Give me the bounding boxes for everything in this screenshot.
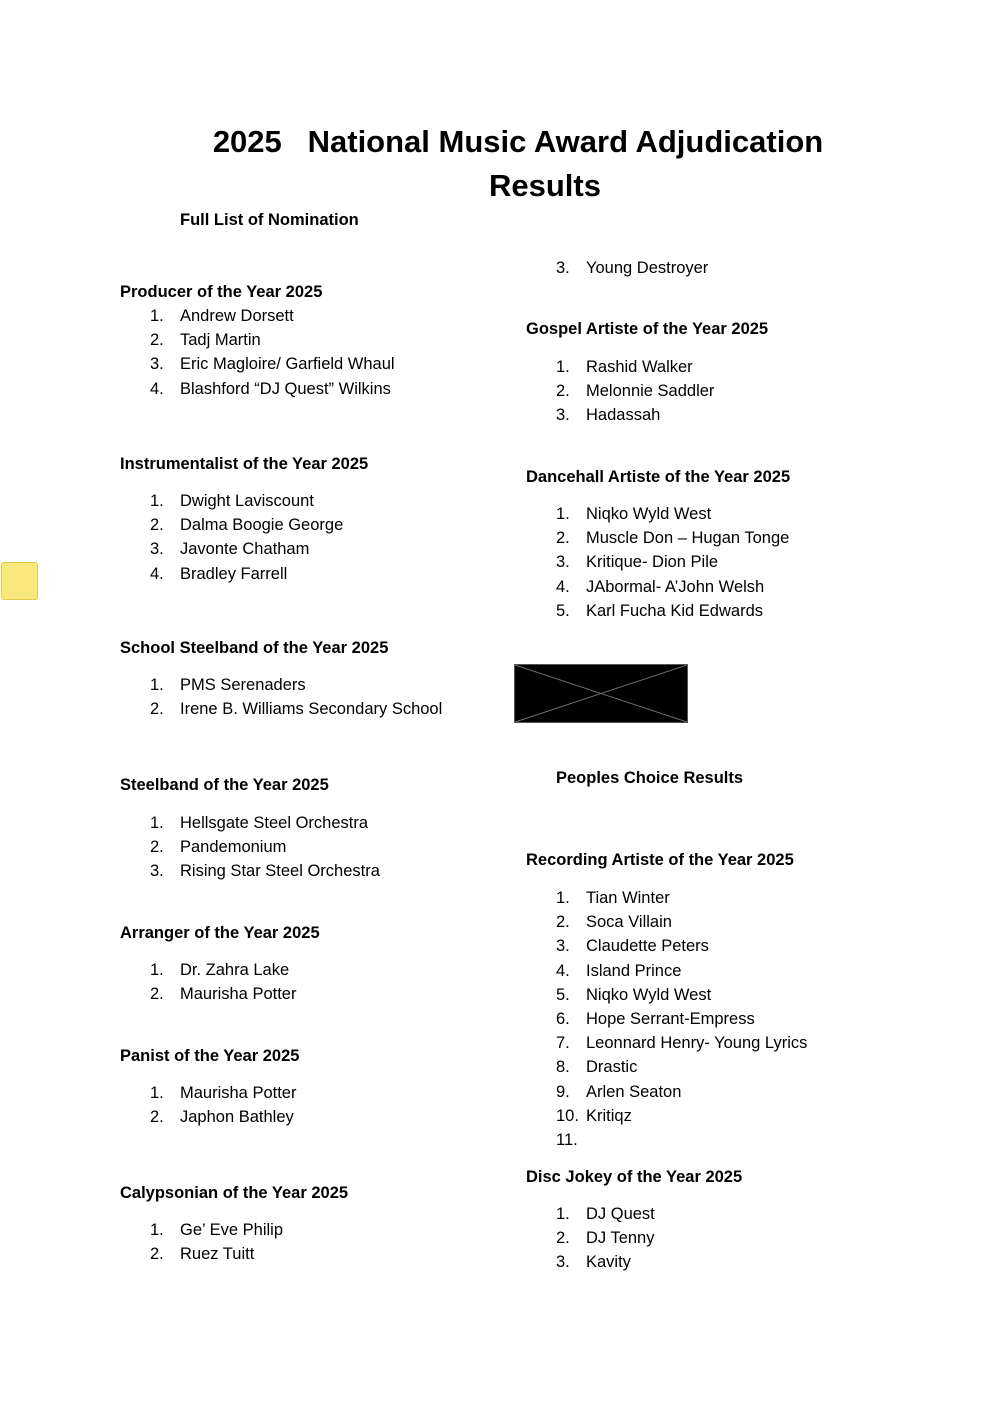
nominee-name: Eric Magloire/ Garfield Whaul: [180, 355, 395, 374]
section-recording-artiste: [526, 849, 808, 1150]
list-number: 1.: [150, 676, 164, 694]
list-item: [526, 1007, 807, 1031]
section-heading: Gospel Artiste of the Year 2025: [526, 320, 769, 338]
section-heading: Dancehall Artiste of the Year 2025: [526, 468, 791, 486]
list-item: [120, 982, 320, 1006]
nominee-list: [120, 673, 442, 721]
list-item: [526, 1250, 742, 1274]
nominee-name: Rising Star Steel Orchestra: [180, 862, 380, 881]
list-item: [526, 379, 768, 403]
list-item: [526, 355, 768, 379]
nominee-name: Kritique- Dion Pile: [586, 553, 719, 572]
missing-image-placeholder: [514, 664, 688, 723]
page-title-line-2: Results: [489, 168, 601, 203]
sticky-note-icon[interactable]: [1, 562, 38, 600]
list-item: [526, 403, 768, 427]
nominee-name: Ruez Tuitt: [180, 1245, 255, 1264]
list-number: 3.: [556, 406, 570, 425]
subtitle: Full List of Nomination: [180, 211, 359, 229]
nominee-name: Rashid Walker: [586, 358, 693, 376]
list-number: 1.: [556, 1205, 570, 1223]
list-item: [120, 304, 395, 328]
nominee-name: Niqko Wyld West: [586, 505, 712, 523]
list-item: [120, 859, 380, 883]
section-heading: Steelband of the Year 2025: [120, 776, 329, 794]
list-item: [120, 697, 442, 721]
nominee-list: [526, 886, 808, 1150]
list-item: [120, 1218, 348, 1242]
nominee-name: Hellsgate Steel Orchestra: [180, 814, 369, 832]
list-item: [120, 1081, 299, 1105]
nominee-name: Niqko Wyld West: [586, 985, 712, 1004]
nominee-name: Irene B. Williams Secondary School: [180, 700, 443, 719]
list-number: 9.: [556, 1082, 570, 1101]
section-dancehall: [526, 466, 790, 623]
list-item: [526, 983, 807, 1007]
section-calypsonian: [120, 1182, 348, 1266]
list-number: 10.: [556, 1106, 579, 1125]
list-item: [120, 328, 395, 352]
list-number: 2.: [556, 1229, 570, 1248]
nominee-name: Soca Villain: [586, 913, 672, 932]
nominee-list: [120, 304, 395, 401]
list-item: [120, 958, 320, 982]
nominee-list: [120, 489, 368, 586]
list-number: 3.: [556, 259, 570, 277]
list-item: [526, 1031, 807, 1055]
nominee-name: Karl Fucha Kid Edwards: [586, 601, 763, 620]
page-title: [170, 120, 920, 208]
list-item: [526, 1080, 807, 1104]
list-number: 5.: [556, 985, 570, 1004]
nominee-name: Tadj Martin: [180, 331, 261, 350]
section-arranger: [120, 922, 320, 1006]
list-item: [526, 1202, 742, 1226]
list-item: [120, 835, 380, 859]
section-heading: Disc Jokey of the Year 2025: [526, 1168, 743, 1186]
nominee-name: Muscle Don – Hugan Tonge: [586, 529, 790, 548]
section-heading: Recording Artiste of the Year 2025: [526, 851, 794, 869]
list-number: 5.: [556, 601, 570, 620]
nominee-name: Young Destroyer: [586, 259, 709, 277]
list-number: 4.: [556, 577, 570, 596]
list-number: 1.: [556, 505, 570, 523]
list-number: 11.: [556, 1131, 578, 1150]
list-item: [526, 959, 807, 983]
section-disc-jockey: [526, 1166, 742, 1275]
list-number: 2.: [150, 1245, 164, 1264]
section-steelband: [120, 774, 380, 884]
list-item: [526, 526, 790, 550]
list-item: [120, 1105, 299, 1129]
nominee-list: [120, 1218, 348, 1266]
nominee-name: Maurisha Potter: [180, 1084, 297, 1102]
list-item: [526, 256, 708, 280]
nominee-name: Maurisha Potter: [180, 985, 297, 1004]
list-number: 1.: [150, 1084, 164, 1102]
list-item: [120, 377, 395, 401]
peoples-choice-heading: Peoples Choice Results: [556, 769, 744, 787]
broken-image-icon: [515, 665, 687, 722]
nominee-name: Claudette Peters: [586, 937, 709, 956]
list-number: 8.: [556, 1058, 570, 1077]
nominee-name: Hope Serrant-Empress: [586, 1010, 755, 1029]
list-item: [120, 352, 395, 376]
section-heading: Arranger of the Year 2025: [120, 924, 320, 942]
nominee-name: Dwight Laviscount: [180, 492, 314, 510]
section-panist: [120, 1045, 299, 1129]
list-number: 1.: [556, 889, 570, 907]
list-item: [526, 1055, 807, 1079]
list-number: 6.: [556, 1010, 570, 1029]
list-number: 3.: [150, 355, 164, 374]
nominee-list: [526, 502, 790, 623]
list-item: [526, 599, 790, 623]
list-number: 3.: [150, 862, 164, 881]
list-number: 2.: [150, 1108, 164, 1127]
nominee-name: Pandemonium: [180, 838, 287, 857]
list-number: 3.: [556, 553, 570, 572]
nominee-list: [120, 1081, 299, 1129]
list-number: 4.: [150, 379, 164, 398]
nominee-name: Arlen Seaton: [586, 1082, 682, 1101]
list-number: 2.: [150, 516, 164, 535]
list-item: [120, 489, 368, 513]
nominee-name: Hadassah: [586, 406, 661, 425]
list-number: 2.: [150, 700, 164, 719]
list-number: 2.: [150, 838, 164, 857]
nominee-name: Ge’ Eve Philip: [180, 1221, 284, 1239]
list-number: 1.: [150, 307, 164, 325]
list-item: [526, 575, 790, 599]
section-gospel: [526, 318, 768, 428]
nominee-name: DJ Tenny: [586, 1229, 655, 1248]
section-instrumentalist: [120, 453, 368, 586]
nominee-list: [526, 355, 768, 428]
section-school-steelband: [120, 637, 442, 721]
list-number: 3.: [556, 937, 570, 956]
list-number: 2.: [556, 529, 570, 548]
section-continued: [526, 256, 708, 280]
list-number: 1.: [150, 492, 164, 510]
list-item: [120, 673, 442, 697]
section-heading: Calypsonian of the Year 2025: [120, 1184, 349, 1202]
nominee-name: Blashford “DJ Quest” Wilkins: [180, 379, 391, 398]
nominee-name: Melonnie Saddler: [586, 382, 715, 401]
list-number: 1.: [150, 1221, 164, 1239]
list-number: 2.: [556, 382, 570, 401]
nominee-name: Leonnard Henry- Young Lyrics: [586, 1034, 808, 1053]
nominee-list: [526, 1202, 742, 1275]
nominee-name: Dr. Zahra Lake: [180, 961, 290, 979]
list-number: 3.: [150, 540, 164, 559]
list-item: [120, 1242, 348, 1266]
list-number: 1.: [150, 961, 164, 979]
section-producer: [120, 281, 395, 401]
list-item: [120, 513, 368, 537]
nominee-name: Javonte Chatham: [180, 540, 310, 559]
list-item: [526, 502, 790, 526]
list-item: [120, 562, 368, 586]
list-item: [526, 910, 807, 934]
list-item: [526, 934, 807, 958]
list-item: [120, 537, 368, 561]
list-number: 7.: [556, 1034, 570, 1053]
list-item: [526, 1104, 807, 1128]
section-heading: Producer of the Year 2025: [120, 283, 323, 301]
nominee-list: [120, 811, 380, 884]
list-number: 1.: [556, 358, 570, 376]
list-item: [120, 811, 380, 835]
nominee-name: DJ Quest: [586, 1205, 655, 1223]
nominee-name: Andrew Dorsett: [180, 307, 294, 325]
list-number: 3.: [556, 1253, 570, 1272]
nominee-list: [120, 958, 320, 1006]
nominee-name: JAbormal- A’John Welsh: [586, 577, 765, 596]
list-item: [526, 550, 790, 574]
list-number: 4.: [150, 564, 164, 583]
nominee-list: [526, 256, 708, 280]
nominee-name: PMS Serenaders: [180, 676, 306, 694]
section-heading: Instrumentalist of the Year 2025: [120, 455, 369, 473]
nominee-name: Kavity: [586, 1253, 631, 1272]
list-number: 4.: [556, 961, 570, 980]
section-heading: School Steelband of the Year 2025: [120, 639, 389, 657]
list-number: 1.: [150, 814, 164, 832]
list-item: [526, 886, 807, 910]
nominee-name: Dalma Boogie George: [180, 516, 344, 535]
nominee-name: Kritiqz: [586, 1106, 632, 1125]
list-number: 2.: [150, 331, 164, 350]
list-item: [526, 1226, 742, 1250]
nominee-name: Island Prince: [586, 961, 682, 980]
nominee-name: Drastic: [586, 1058, 638, 1077]
section-heading: Panist of the Year 2025: [120, 1047, 300, 1065]
nominee-name: Japhon Bathley: [180, 1108, 294, 1127]
list-number: 2.: [556, 913, 570, 932]
list-number: 2.: [150, 985, 164, 1004]
nominee-name: Bradley Farrell: [180, 564, 288, 583]
nominee-name: Tian Winter: [586, 889, 670, 907]
page-title-line-1: 2025 National Music Award Adjudication: [212, 124, 824, 159]
